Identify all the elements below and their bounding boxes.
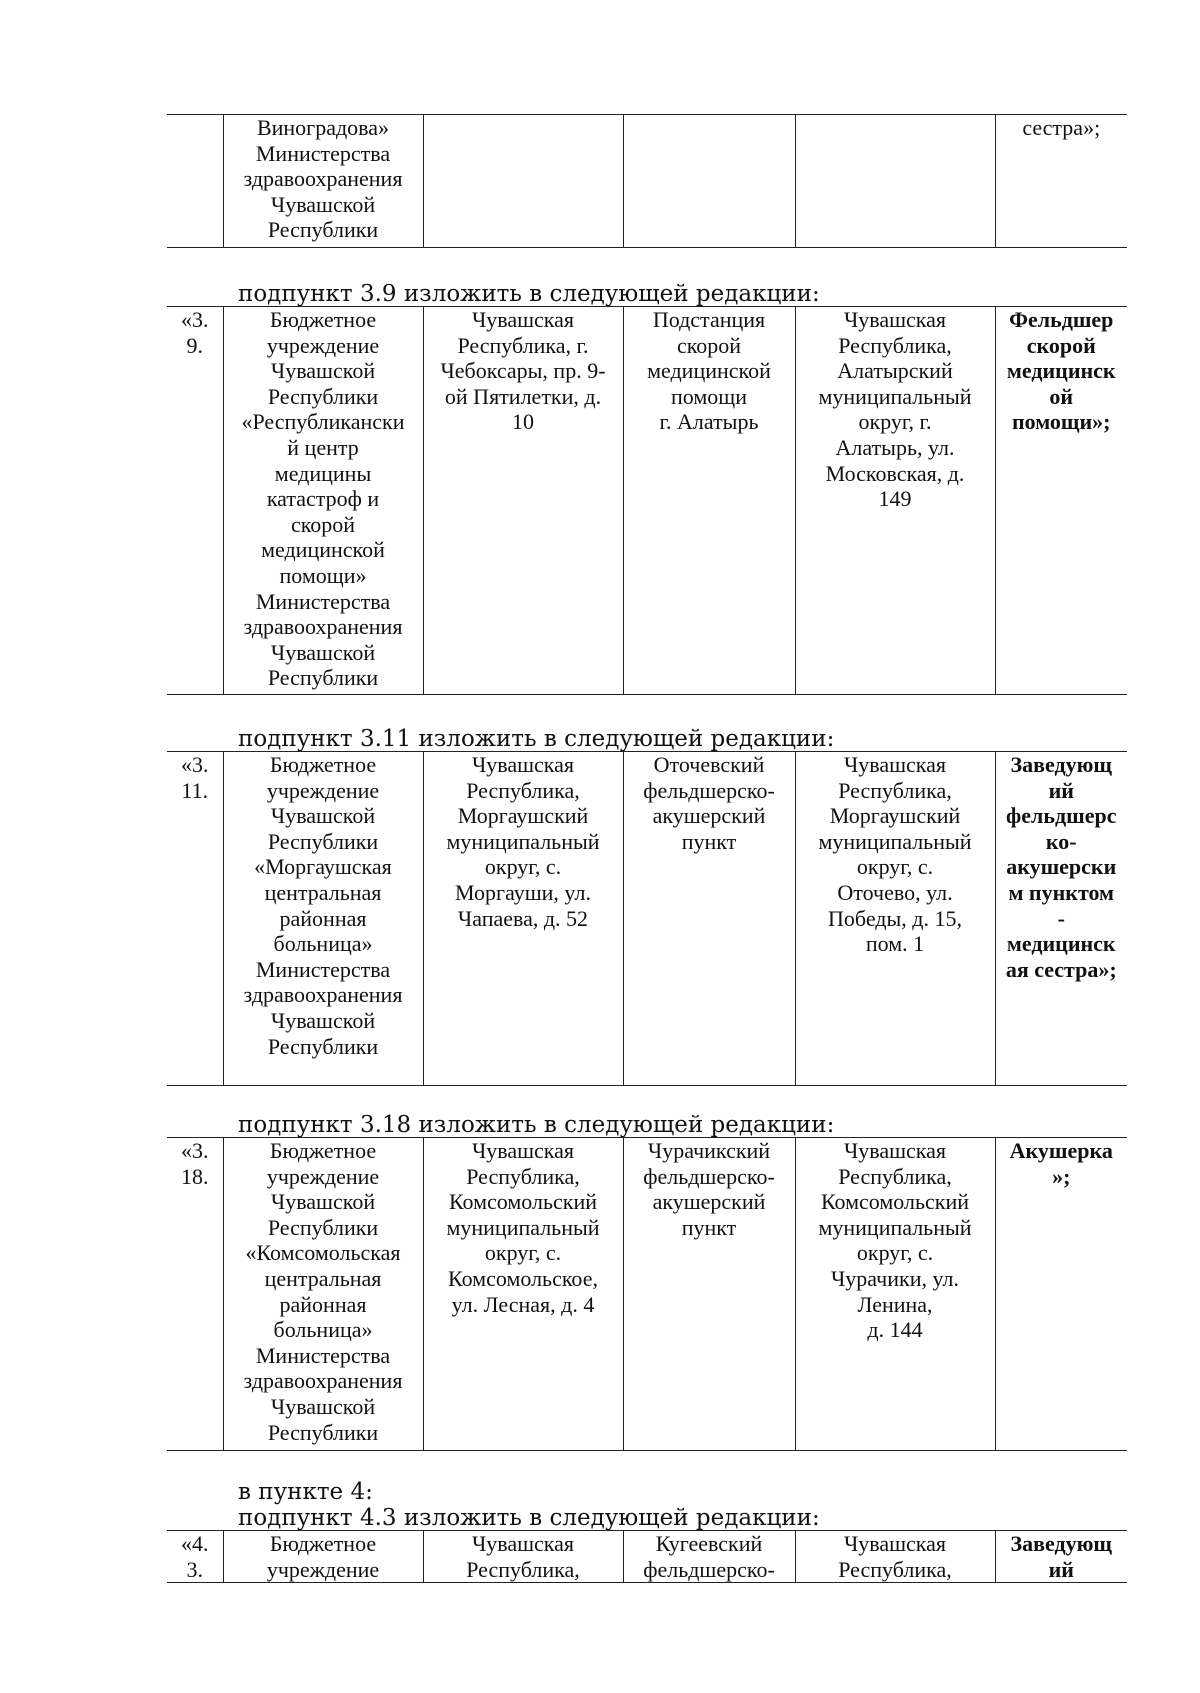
institution-cell: Бюджетное учреждение Чувашской Республики «Комсомольская центральная районная больница» Министерства здравоохранения Чувашской Республики bbox=[223, 1138, 423, 1451]
table-block-0 bbox=[167, 114, 1127, 248]
institution-cell: Бюджетное учреждение Чувашской Республики «Республикански й центр медицины катастроф и скорой медицинской помощи» Министерства здравоохранения Чувашской Республики bbox=[223, 307, 423, 695]
amendment-heading-3-9: подпункт 3.9 изложить в следующей редакции: bbox=[238, 281, 820, 307]
table-block-3-9 bbox=[167, 306, 1127, 695]
table-row bbox=[167, 1138, 1127, 1451]
amendment-heading-3-18: подпункт 3.18 изложить в следующей редакции: bbox=[238, 1112, 835, 1138]
table-row bbox=[167, 307, 1127, 695]
institution-address-cell: Чувашская Республика, Комсомольский муниципальный округ, с. Комсомольское, ул. Лесная, д. 4 bbox=[423, 1138, 623, 1451]
unit-address-cell: Чувашская Республика, Комсомольский муниципальный округ, с. Чурачики, ул. Ленина, д. 144 bbox=[795, 1138, 995, 1451]
position-cell: Фельдшер скорой медицинск ой помощи»; bbox=[995, 307, 1127, 695]
unit-address-cell: Чувашская Республика, bbox=[795, 1531, 995, 1583]
table-row bbox=[167, 752, 1127, 1086]
row-number-cell: «3. 9. bbox=[167, 307, 223, 695]
institution-address-cell: Чувашская Республика, г. Чебоксары, пр. 9- ой Пятилетки, д. 10 bbox=[423, 307, 623, 695]
table-row bbox=[167, 1531, 1127, 1583]
position-cell: Заведующ ий bbox=[995, 1531, 1127, 1583]
amendment-heading-4-3: подпункт 4.3 изложить в следующей редакции: bbox=[238, 1505, 820, 1531]
row-number-cell: «4. 3. bbox=[167, 1531, 223, 1583]
table-block-4-3 bbox=[167, 1530, 1127, 1583]
table-row bbox=[167, 115, 1127, 248]
amendment-heading-3-11: подпункт 3.11 изложить в следующей редакции: bbox=[238, 726, 835, 752]
row-number-cell: «3. 11. bbox=[167, 752, 223, 1086]
row-number-cell: «3. 18. bbox=[167, 1138, 223, 1451]
unit-address-cell bbox=[795, 115, 995, 248]
unit-name-cell: Подстанция скорой медицинской помощи г. Алатырь bbox=[623, 307, 795, 695]
unit-address-cell: Чувашская Республика, Алатырский муниципальный округ, г. Алатырь, ул. Московская, д. 149 bbox=[795, 307, 995, 695]
unit-name-cell: Кугеевский фельдшерско- bbox=[623, 1531, 795, 1583]
institution-address-cell bbox=[423, 115, 623, 248]
table-block-3-18 bbox=[167, 1137, 1127, 1451]
row-number-cell bbox=[167, 115, 223, 248]
institution-address-cell: Чувашская Республика, Моргаушский муниципальный округ, с. Моргауши, ул. Чапаева, д. 52 bbox=[423, 752, 623, 1086]
position-cell: Акушерка »; bbox=[995, 1138, 1127, 1451]
institution-cell: Виноградова» Министерства здравоохранения Чувашской Республики bbox=[223, 115, 423, 248]
institution-cell: Бюджетное учреждение Чувашской Республики «Моргаушская центральная районная больница» Министерства здравоохранения Чувашской Республики bbox=[223, 752, 423, 1086]
table-block-3-11 bbox=[167, 751, 1127, 1086]
institution-cell: Бюджетное учреждение bbox=[223, 1531, 423, 1583]
unit-address-cell: Чувашская Республика, Моргаушский муниципальный округ, с. Оточево, ул. Победы, д. 15, пом. 1 bbox=[795, 752, 995, 1086]
unit-name-cell: Чурачикский фельдшерско- акушерский пункт bbox=[623, 1138, 795, 1451]
unit-name-cell: Оточевский фельдшерско- акушерский пункт bbox=[623, 752, 795, 1086]
position-cell: сестра»; bbox=[995, 115, 1127, 248]
institution-address-cell: Чувашская Республика, bbox=[423, 1531, 623, 1583]
unit-name-cell bbox=[623, 115, 795, 248]
section-heading: в пункте 4: bbox=[238, 1479, 373, 1505]
position-cell: Заведующ ий фельдшерс ко- акушерски м пунктом - медицинск ая сестра»; bbox=[995, 752, 1127, 1086]
